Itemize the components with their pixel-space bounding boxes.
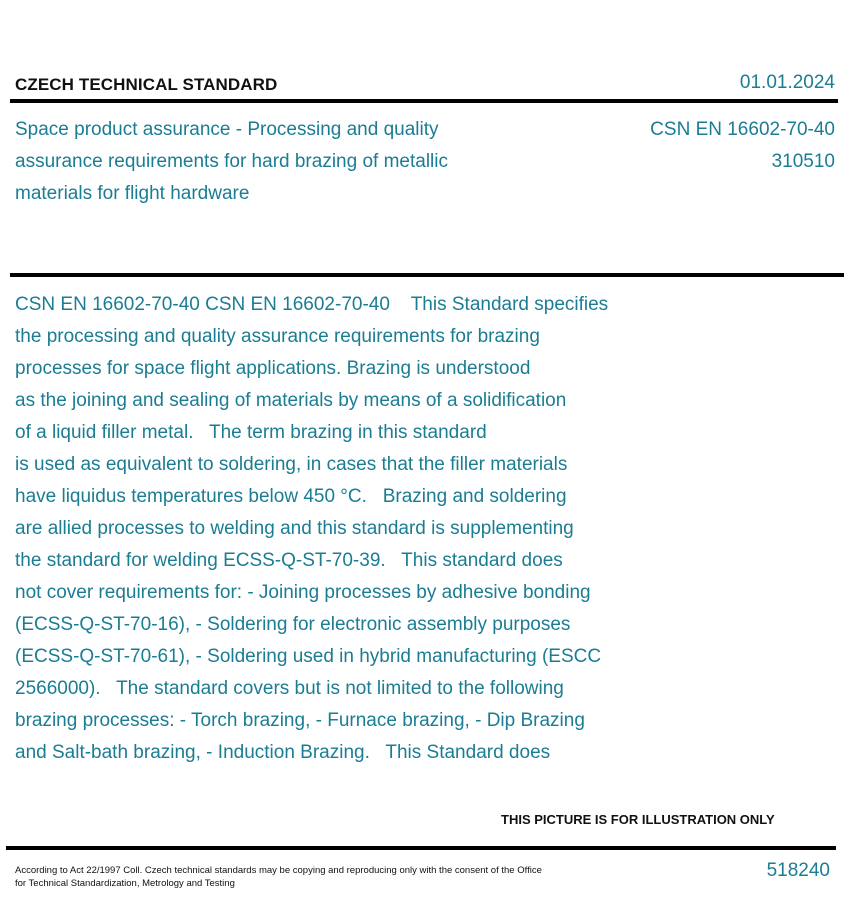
abstract-line: not cover requirements for: - Joining processes by adhesive bonding [15,582,591,603]
abstract-line: as the joining and sealing of materials by means of a solidification [15,390,567,411]
abstract-line: (ECSS-Q-ST-70-16), - Soldering for electronic assembly purposes [15,614,571,635]
standard-title [15,114,535,210]
standard-code: CSN EN 16602-70-40 [650,119,835,140]
publication-date: 01.01.2024 [739,72,835,93]
standard-title-line: Space product assurance - Processing and quality [15,119,439,140]
abstract-line: the processing and quality assurance requirements for brazing [15,326,540,347]
legal-notice-line: for Technical Standardization, Metrology and Testing [15,878,235,889]
abstract-line: are allied processes to welding and this standard is supplementing [15,518,574,539]
legal-notice-line: According to Act 22/1997 Coll. Czech technical standards may be copying and reproducing only with the consent of the Office [15,865,542,876]
abstract-line: CSN EN 16602-70-40 CSN EN 16602-70-40 This Standard specifies [15,294,609,315]
abstract-line: have liquidus temperatures below 450 °C. Brazing and soldering [15,486,567,507]
document-type-label: CZECH TECHNICAL STANDARD [15,75,278,94]
standard-code-block [650,114,835,178]
header-divider [10,99,838,103]
illustration-notice: THIS PICTURE IS FOR ILLUSTRATION ONLY [501,812,775,827]
abstract-line: processes for space flight applications. Brazing is understood [15,358,531,379]
abstract-text [15,289,705,769]
legal-notice [15,864,542,890]
footer-divider [6,846,836,850]
standard-title-line: materials for flight hardware [15,183,250,204]
abstract-line: is used as equivalent to soldering, in cases that the filler materials [15,454,568,475]
catalog-number: 518240 [766,860,830,881]
abstract-line: (ECSS-Q-ST-70-61), - Soldering used in hybrid manufacturing (ESCC [15,646,602,667]
abstract-line: and Salt-bath brazing, - Induction Brazing. This Standard does [15,742,551,763]
classification-number: 310510 [771,151,835,172]
abstract-line: 2566000). The standard covers but is not limited to the following [15,678,564,699]
abstract-line: brazing processes: - Torch brazing, - Furnace brazing, - Dip Brazing [15,710,585,731]
section-divider [10,273,844,277]
standard-title-line: assurance requirements for hard brazing of metallic [15,151,448,172]
abstract-line: of a liquid filler metal. The term brazing in this standard [15,422,487,443]
abstract-line: the standard for welding ECSS-Q-ST-70-39. This standard does [15,550,563,571]
